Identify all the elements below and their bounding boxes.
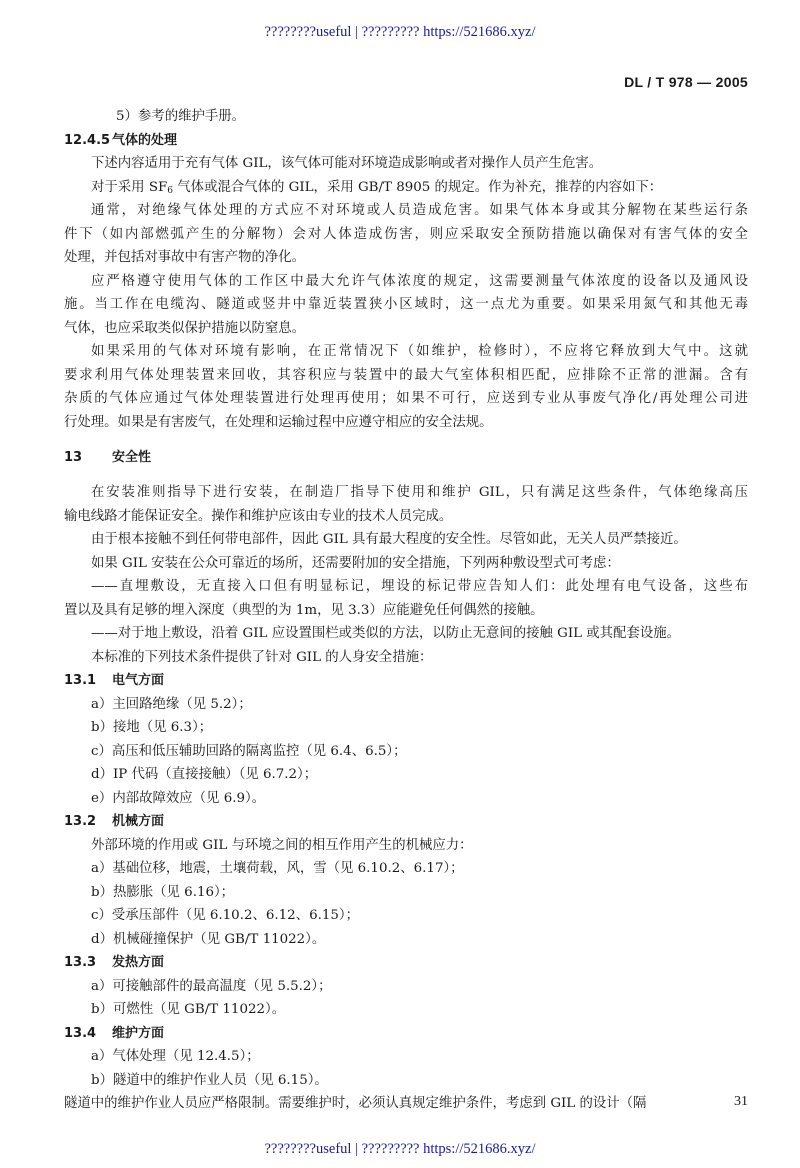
text-line: 施。当工作在电缆沟、隧道或竖井中靠近装置狭小区域时，这一点尤为重要。如果采用氮气和其他无毒 (64, 297, 748, 312)
section-number: 13.4 (64, 1026, 97, 1041)
text-fragment: 气体或混合气体的 GIL，采用 GB/T 8905 的规定。作为补充，推荐的内容如下： (173, 180, 663, 195)
watermark-bottom: ????????useful | ????????? https://521686.xyz/ (264, 1141, 536, 1157)
list-item: a）主回路绝缘（见 5.2）； (91, 697, 252, 712)
list-item: b）接地（见 6.3）； (91, 720, 213, 735)
text-line: 气体，也应采取类似保护措施以防窒息。 (64, 321, 306, 336)
section-heading-13-3 (64, 952, 748, 974)
section-number: 13.1 (64, 673, 97, 688)
section-number: 13 (64, 450, 83, 465)
list-item: b）热膨胀（见 6.16）； (91, 885, 235, 900)
text-line: 本标准的下列技术条件提供了针对 GIL 的人身安全措施： (91, 650, 433, 665)
text-line: 件下（如内部燃弧产生的分解物）会对人体造成伤害，则应采取安全预防措施以确保对有害气体的安全 (64, 227, 748, 242)
section-heading-13-2 (64, 811, 748, 833)
text-line: ——直埋敷设，无直接入口但有明显标记，埋设的标记带应告知人们：此处埋有电气设备，这些布 (91, 579, 748, 594)
text-line: 下述内容适用于充有气体 GIL，该气体可能对环境造成影响或者对操作人员产生危害。 (91, 156, 603, 171)
watermark-top: ????????useful | ????????? https://521686.xyz/ (264, 24, 536, 40)
section-title: 发热方面 (112, 955, 165, 970)
list-item: a）基础位移，地震，土壤荷载，风，雪（见 6.10.2、6.17）； (91, 861, 464, 876)
text-line-sf6 (64, 177, 748, 199)
list-item: c）受承压部件（见 6.10.2、6.12、6.15）； (91, 908, 359, 923)
text-line: 由于根本接触不到任何带电部件，因此 GIL 具有最大程度的安全性。尽管如此，无关人员严禁接近。 (91, 532, 687, 547)
section-heading-13-1 (64, 670, 748, 692)
list-item: a）可接触部件的最高温度（见 5.5.2）； (91, 979, 332, 994)
section-title: 安全性 (112, 450, 152, 465)
subscript: 6 (167, 186, 174, 196)
text-line: 外部环境的作用或 GIL 与环境之间的相互作用产生的机械应力： (91, 838, 473, 853)
list-item: c）高压和低压辅助回路的隔离监控（见 6.4、6.5）； (91, 744, 407, 759)
section-heading-13 (64, 447, 748, 469)
list-item: b）可燃性（见 GB/T 11022）。 (91, 1002, 286, 1017)
text-line: 输电线路才能保证安全。操作和维护应该由专业的技术人员完成。 (64, 509, 453, 524)
list-item: a）气体处理（见 12.4.5）； (91, 1049, 260, 1064)
text-line: 处理，并包括对事故中有害产物的净化。 (64, 250, 306, 265)
list-item: d）IP 代码（直接接触）（见 6.7.2）； (91, 767, 318, 782)
text-line: 要求利用气体处理装置来回收，其容积应与装置中的最大气室体积相匹配，应排除不正常的泄漏。含有 (64, 368, 748, 383)
section-number: 13.3 (64, 955, 97, 970)
section-heading-12-4-5 (64, 130, 748, 152)
text-line: 在安装准则指导下进行安装，在制造厂指导下使用和维护 GIL，只有满足这些条件，气体绝缘高压 (91, 485, 748, 500)
text-line: 隧道中的维护作业人员应严格限制。需要维护时，必须认真规定维护条件，考虑到 GIL 的设计（隔 (64, 1096, 647, 1111)
section-number: 12.4.5 (64, 133, 111, 148)
list-item: e）内部故障效应（见 6.9）。 (91, 791, 266, 806)
text-fragment: 对于采用 SF (91, 180, 168, 195)
section-heading-13-4 (64, 1023, 748, 1045)
text-line: 5）参考的维护手册。 (116, 109, 246, 124)
section-title: 电气方面 (112, 673, 165, 688)
text-line: 应严格遵守使用气体的工作区中最大允许气体浓度的规定，这需要测量气体浓度的设备以及通风设 (91, 274, 748, 289)
standard-number: DL / T 978 — 2005 (624, 74, 748, 90)
text-line: 置以及具有足够的埋入深度（典型的为 1m，见 3.3）应能避免任何偶然的接触。 (64, 603, 544, 618)
list-item: d）机械碰撞保护（见 GB/T 11022）。 (91, 932, 326, 947)
text-line: 杂质的气体应通过气体处理装置进行处理再使用；如果不可行，应送到专业从事废气净化/再处理公司进 (64, 391, 748, 406)
text-line: 通常，对绝缘气体处理的方式应不对环境或人员造成危害。如果气体本身或其分解物在某些运行条 (91, 203, 748, 218)
list-item: b）隧道中的维护作业人员（见 6.15）。 (91, 1073, 328, 1088)
text-line: 行处理。如果是有害废气，在处理和运输过程中应遵守相应的安全法规。 (64, 415, 493, 430)
section-title: 机械方面 (112, 814, 165, 829)
page-number: 31 (734, 1094, 748, 1109)
text-line: 如果采用的气体对环境有影响，在正常情况下（如维护，检修时），不应将它释放到大气中。这就 (91, 344, 748, 359)
section-number: 13.2 (64, 814, 97, 829)
section-title: 维护方面 (112, 1026, 165, 1041)
text-line: ——对于地上敷设，沿着 GIL 应设置围栏或类似的方法，以防止无意间的接触 GIL 或其配套设施。 (91, 626, 681, 641)
text-line: 如果 GIL 安装在公众可靠近的场所，还需要附加的安全措施，下列两种敷设型式可考虑： (91, 556, 620, 571)
section-title: 气体的处理 (112, 133, 178, 148)
